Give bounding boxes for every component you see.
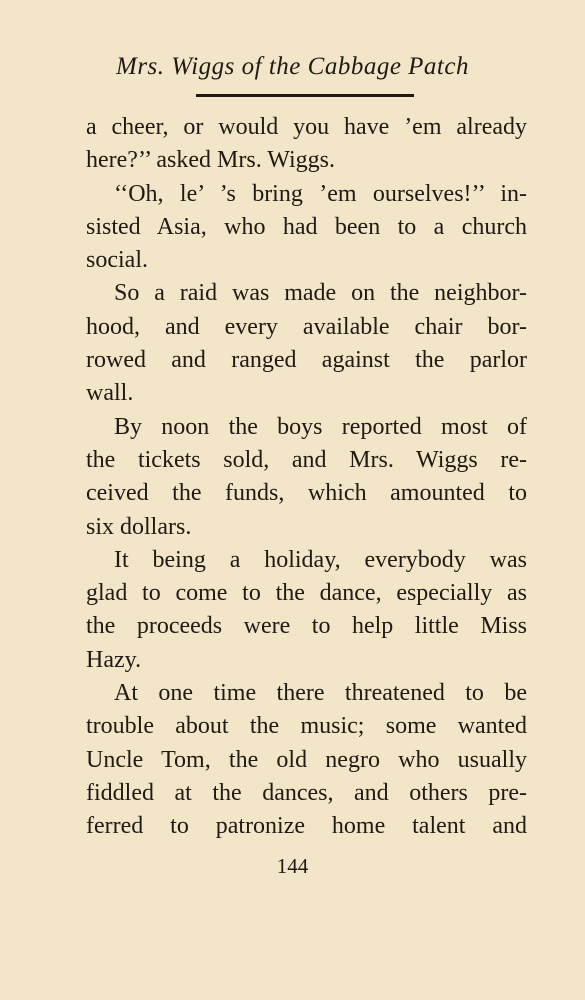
text-line: By noon the boys reported most of: [114, 413, 527, 440]
text-line: the proceeds were to help little Miss: [86, 613, 527, 640]
text-line: trouble about the music; some wanted: [86, 713, 527, 740]
text-line: Uncle Tom, the old negro who usually: [86, 746, 527, 773]
text-line: At one time there threatened to be: [114, 680, 527, 707]
text-line: glad to come to the dance, especially as: [86, 580, 527, 607]
body-text: [86, 111, 527, 844]
text-line: So a raid was made on the neighbor-: [114, 280, 527, 307]
text-line: It being a holiday, everybody was: [114, 546, 527, 573]
text-line: the tickets sold, and Mrs. Wiggs re-: [86, 446, 527, 473]
header-rule: [196, 94, 414, 97]
page-number: 144: [276, 854, 309, 878]
text-line: Hazy.: [86, 646, 142, 673]
text-line: fiddled at the dances, and others pre-: [86, 779, 527, 806]
text-line: ferred to patronize home talent and: [86, 813, 527, 840]
text-line: ‘‘Oh, le’ ’s bring ’em ourselves!’’ in-: [114, 180, 527, 207]
text-line: a cheer, or would you have ’em already: [86, 114, 527, 140]
text-line: hood, and every available chair bor-: [86, 313, 527, 340]
running-title: Mrs. Wiggs of the Cabbage Patch: [116, 53, 469, 80]
text-line: rowed and ranged against the parlor: [86, 347, 527, 374]
text-line: ceived the funds, which amounted to: [86, 480, 527, 507]
text-line: here?’’ asked Mrs. Wiggs.: [86, 147, 335, 174]
text-line: social.: [86, 247, 148, 274]
text-line: six dollars.: [86, 513, 192, 540]
text-line: wall.: [86, 380, 134, 407]
text-line: sisted Asia, who had been to a church: [86, 213, 527, 240]
